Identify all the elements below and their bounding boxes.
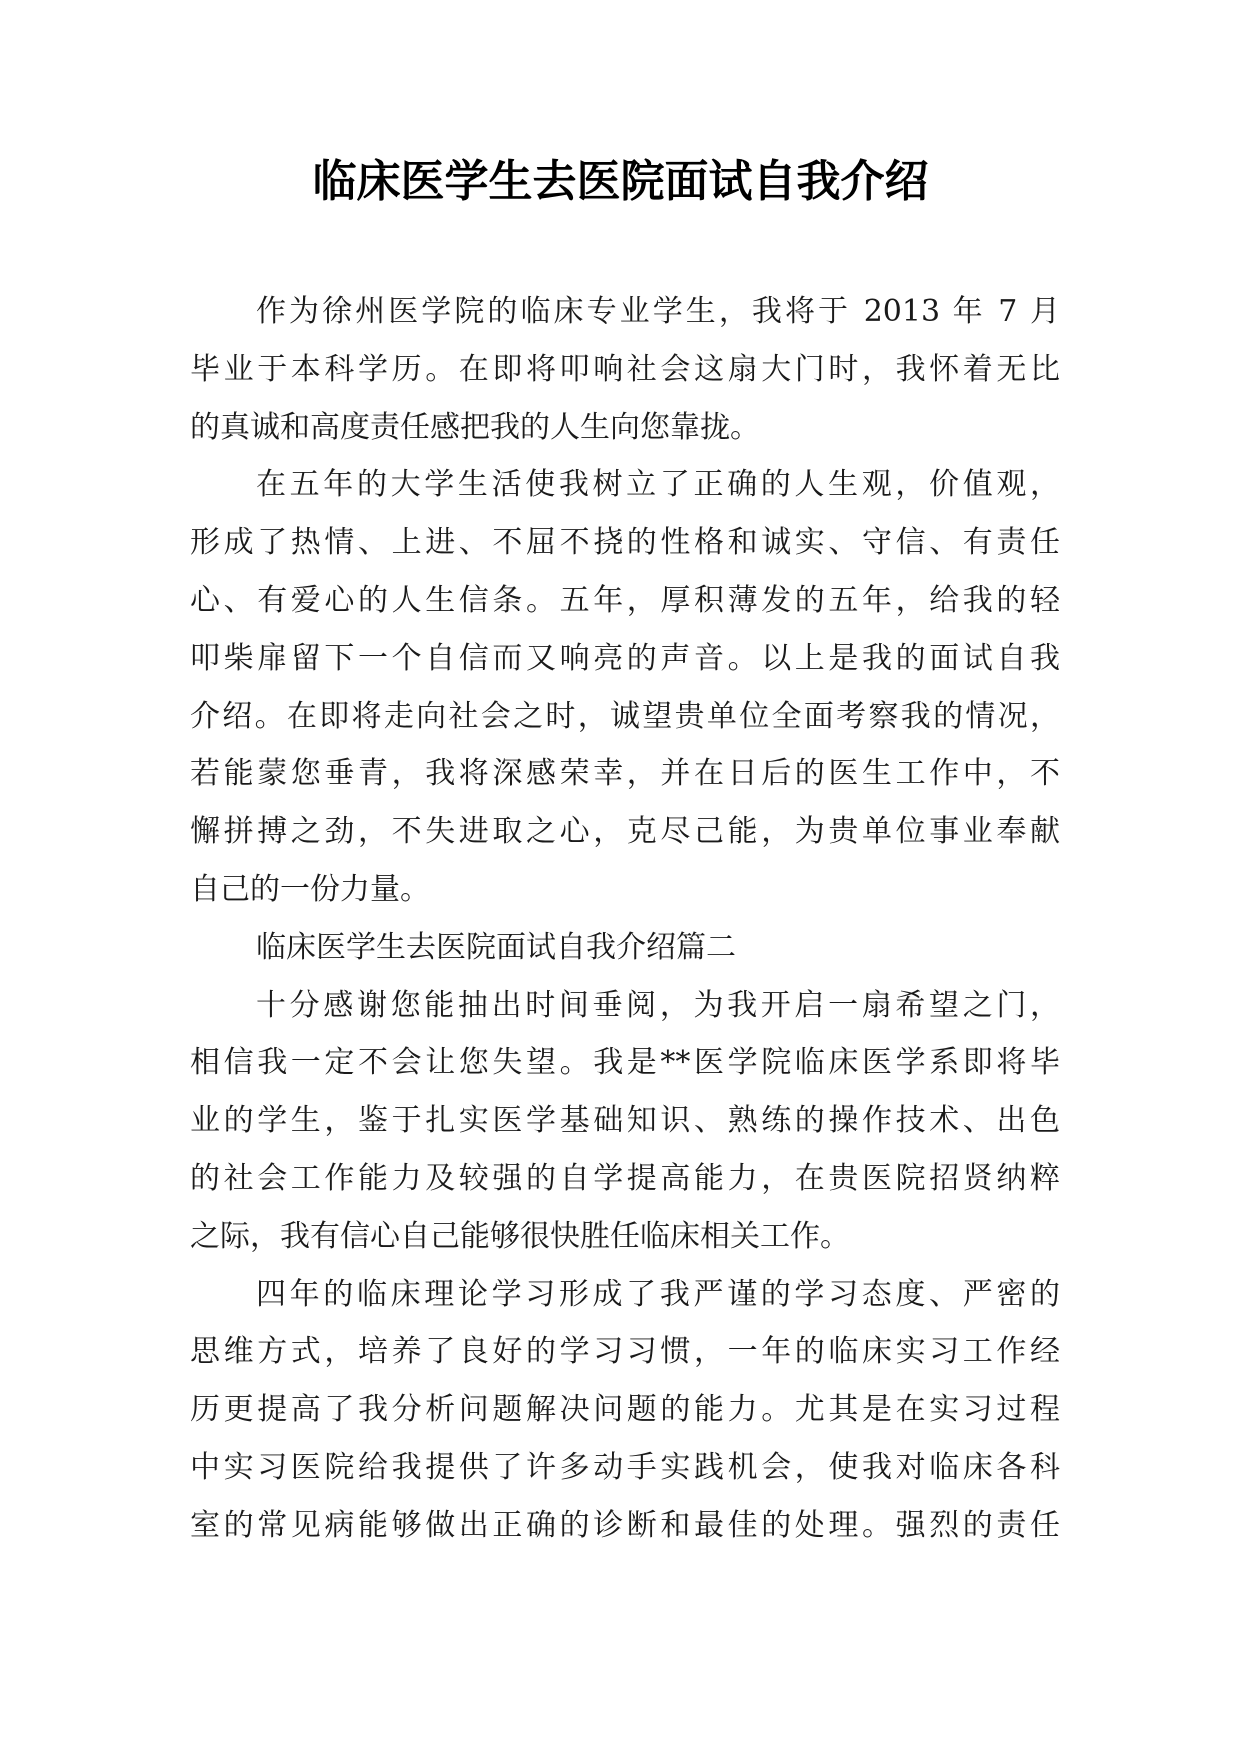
text-line: 室的常见病能够做出正确的诊断和最佳的处理。强烈的责任 xyxy=(190,1507,1060,1543)
text-line: 形成了热情、上进、不屈不挠的性格和诚实、守信、有责任 xyxy=(190,525,1060,561)
text-line: 懈拼搏之劲，不失进取之心，克尽己能，为贵单位事业奉献 xyxy=(190,814,1060,850)
document-body xyxy=(190,283,1060,1555)
text-line: 心、有爱心的人生信条。五年，厚积薄发的五年，给我的轻 xyxy=(190,582,1060,618)
text-line: 中实习医院给我提供了许多动手实践机会，使我对临床各科 xyxy=(190,1449,1060,1485)
text-line: 之际，我有信心自己能够很快胜任临床相关工作。 xyxy=(190,1218,850,1254)
text-line: 的真诚和高度责任感把我的人生向您靠拢。 xyxy=(190,409,760,445)
text-line: 历更提高了我分析问题解决问题的能力。尤其是在实习过程 xyxy=(190,1392,1060,1428)
text-line: 若能蒙您垂青，我将深感荣幸，并在日后的医生工作中，不 xyxy=(190,756,1060,792)
text-line: 相信我一定不会让您失望。我是**医学院临床医学系即将毕 xyxy=(190,1045,1060,1081)
text-line: 四年的临床理论学习形成了我严谨的学习态度、严密的 xyxy=(256,1276,1060,1312)
text-line: 思维方式，培养了良好的学习习惯，一年的临床实习工作经 xyxy=(190,1334,1060,1370)
section-heading: 临床医学生去医院面试自我介绍篇二 xyxy=(256,929,736,965)
text-line: 介绍。在即将走向社会之时，诚望贵单位全面考察我的情况， xyxy=(190,698,1060,734)
text-line: 自己的一份力量。 xyxy=(190,871,430,907)
text-line: 作为徐州医学院的临床专业学生，我将于 2013 年 7 月 xyxy=(256,294,1060,329)
text-line: 十分感谢您能抽出时间垂阅，为我开启一扇希望之门， xyxy=(256,987,1060,1023)
text-line: 毕业于本科学历。在即将叩响社会这扇大门时，我怀着无比 xyxy=(190,351,1060,387)
text-line: 业的学生，鉴于扎实医学基础知识、熟练的操作技术、出色 xyxy=(190,1103,1060,1139)
text-line: 在五年的大学生活使我树立了正确的人生观，价值观， xyxy=(256,467,1060,503)
text-line: 叩柴扉留下一个自信而又响亮的声音。以上是我的面试自我 xyxy=(190,640,1060,676)
document-title: 临床医学生去医院面试自我介绍 xyxy=(312,156,929,207)
text-line: 的社会工作能力及较强的自学提高能力，在贵医院招贤纳粹 xyxy=(190,1160,1060,1196)
